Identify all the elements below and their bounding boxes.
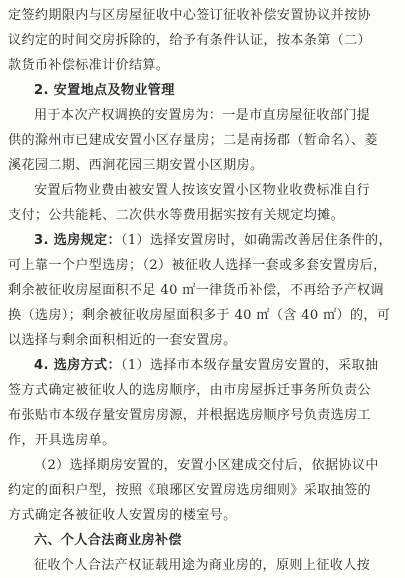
- clause-text: （1）选择安置房时，如确需改善居住条件的，: [120, 233, 392, 248]
- clause-text: （1）选择市本级存量安置房安置的，采取抽: [120, 358, 379, 373]
- paragraph-line: 签方式确定被征收人的选房顺序，由市房屋拆迁事务所负责公: [8, 383, 371, 398]
- section-heading: 六、个人合法商业房补偿: [34, 533, 182, 548]
- clause-lead: 4. 选房方式：: [34, 358, 121, 373]
- paragraph-line: 支付；公共能耗、二次供水等费用据实按有关规定均摊。: [8, 208, 345, 223]
- paragraph-line: 征收个人合法产权证载用途为商业房的，原则上征收人按: [34, 558, 371, 573]
- paragraph-line: 换（选房）；剩余被征收房屋面积多于 40 ㎡（含 40 ㎡）的，可: [8, 308, 391, 323]
- paragraph-line: [8, 228, 397, 253]
- paragraph-line: 作，开具选房单。: [8, 433, 116, 448]
- paragraph-line: 定签约期限内与区房屋征收中心签订征收补偿安置协议并按协: [8, 8, 371, 23]
- paragraph-line: 方式确定各被征收人安置房的楼室号。: [8, 508, 237, 523]
- paragraph-line: 约定的面积户型，按照《琅琊区安置房选房细则》采取抽签的: [8, 483, 371, 498]
- clause-lead: 3. 选房规定：: [34, 233, 121, 248]
- paragraph-line: 安置后物业费由被安置人按该安置小区物业收费标准自行: [34, 183, 371, 198]
- paragraph-line: 款货币补偿标准计价结算。: [8, 58, 170, 73]
- paragraph-line: 以选择与剩余面积相近的一套安置房。: [8, 333, 237, 348]
- paragraph-line: 可上靠一个户型选房；（2）被征收人选择一套或多套安置房后，: [8, 258, 387, 273]
- paragraph-line: [8, 353, 397, 378]
- paragraph-line: 供的滁州市已建成安置小区存量房；二是南扬郡（暂命名）、菱: [8, 133, 378, 148]
- paragraph-line: 议约定的时间交房拆除的，给予有条件认证，按本条第（二）: [8, 33, 371, 48]
- paragraph-line: 溪花园二期、西涧花园三期安置小区期房。: [8, 158, 264, 173]
- paragraph-line: 布张贴市本级存量安置房房源，并根据选房顺序号负责选房工: [8, 408, 371, 423]
- paragraph-line: 剩余被征收房屋面积不足 40 ㎡一律货币补偿，不再给予产权调: [8, 283, 384, 298]
- paragraph-line: 用于本次产权调换的安置房为：一是市直房屋征收部门提: [34, 108, 371, 123]
- paragraph-line: （2）选择期房安置的，安置小区建成交付后，依据协议中: [34, 458, 379, 473]
- section-heading: 2. 安置地点及物业管理: [34, 83, 175, 98]
